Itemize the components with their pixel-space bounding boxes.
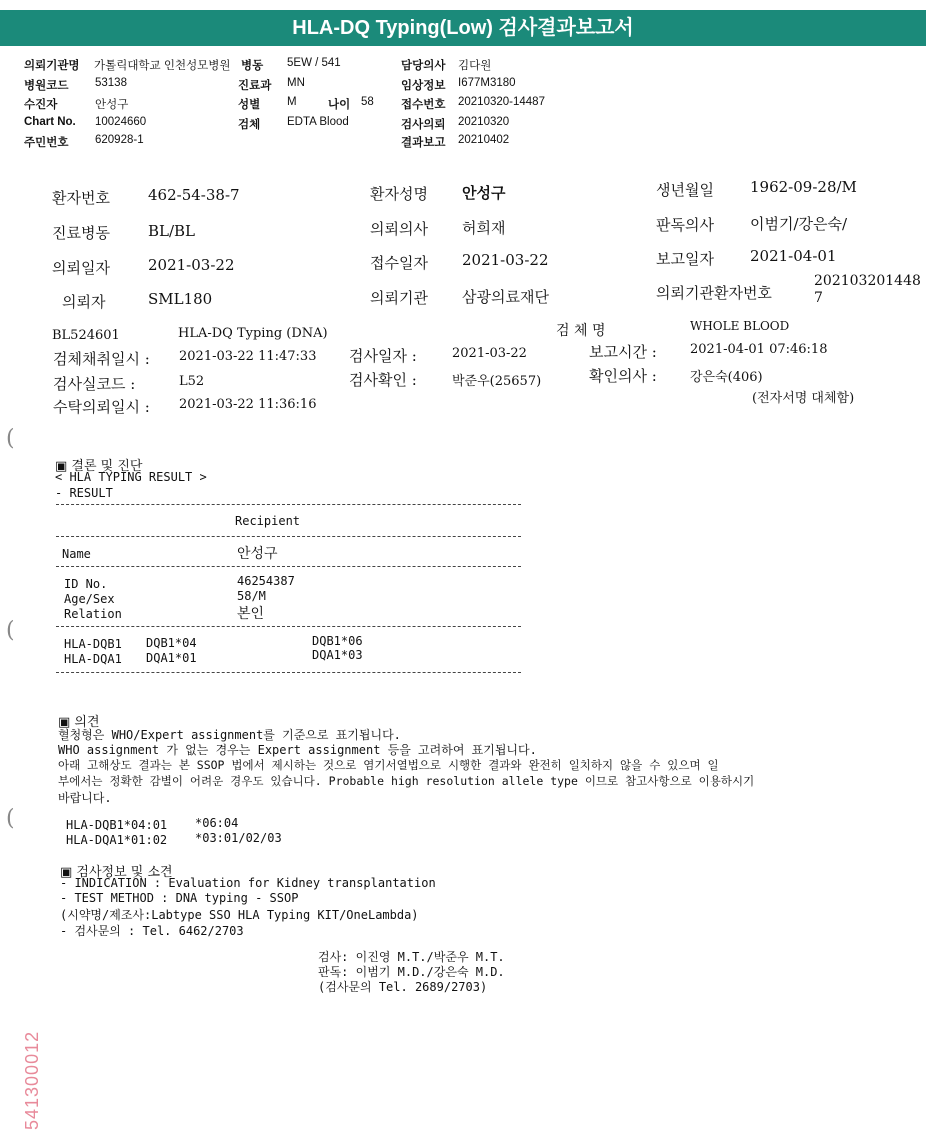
reading-doc-value: 이범기/강은숙/ — [750, 215, 848, 233]
hr-allele: *03:01/02/03 — [195, 831, 282, 845]
req-org-pt-no-line2: 7 — [814, 290, 823, 306]
test-date-label: 검사일자 : — [349, 347, 417, 365]
dept-label: 진료과 — [238, 80, 272, 92]
report-title: HLA-DQ Typing(Low) 검사결과보고서 — [0, 10, 926, 46]
reading-doc-label: 판독의사 — [656, 216, 714, 234]
ward-value: 5EW / 541 — [287, 57, 341, 69]
agesex-value: 58/M — [237, 589, 266, 603]
relation-label: Relation — [64, 607, 122, 621]
pt-name-value: 안성구 — [462, 184, 506, 202]
req-doc-label: 의뢰의사 — [370, 220, 428, 238]
divider — [56, 626, 521, 627]
req-org-pt-no-label: 의뢰기관환자번호 — [656, 284, 772, 302]
test-method: - TEST METHOD : DNA typing - SSOP — [60, 891, 299, 905]
req-inst-label: 의뢰기관명 — [24, 60, 80, 72]
specimen-name-label: 검 체 명 — [556, 323, 606, 339]
receiver-label: 수진자 — [24, 99, 58, 111]
opinion-line: 아래 고해상도 결과는 본 SSOP 법에서 제시하는 것으로 염기서열법으로 시행한 결과와 완전히 일치하지 않을 수 있으며 일 — [58, 758, 719, 772]
recv-date-label: 접수일자 — [370, 254, 428, 272]
opinion-line: 부에서는 정확한 감별이 어려운 경우도 있습니다. Probable high resolution allele type 이므로 참고사항으로 이용하시기 — [58, 774, 755, 788]
result-rep-label: 결과보고 — [401, 137, 446, 149]
consign-label: 수탁의뢰일시 : — [53, 398, 150, 416]
side-document-number: 541300012 — [22, 1030, 42, 1130]
requester-value: SML180 — [148, 290, 213, 308]
divider — [56, 672, 521, 673]
hr-locus: HLA-DQA1*01:02 — [66, 833, 168, 847]
sex-value: M — [287, 96, 297, 108]
req-doc-value: 허희재 — [462, 219, 506, 237]
clin-info-value: I677M3180 — [458, 77, 516, 89]
rrn-value: 620928-1 — [95, 134, 144, 146]
doctor-value: 김다원 — [458, 60, 492, 72]
esign-note: (전자서명 대체함) — [752, 391, 855, 406]
req-inst-value: 가톨릭대학교 인천성모병원 — [94, 60, 231, 72]
signature-contact: (검사문의 Tel. 2689/2703) — [318, 980, 488, 994]
hr-allele: *06:04 — [195, 816, 239, 830]
requester-label: 의뢰자 — [62, 293, 106, 311]
consign-value: 2021-03-22 11:36:16 — [179, 397, 317, 412]
req-org-pt-no-line1: 202103201448 — [814, 273, 921, 289]
age-label: 나이 — [328, 99, 351, 111]
report-date-label: 보고일자 — [656, 250, 714, 268]
recv-date-value: 2021-03-22 — [462, 251, 549, 269]
test-date-value: 2021-03-22 — [452, 346, 527, 361]
contact: - 검사문의 : Tel. 6462/2703 — [60, 924, 244, 938]
hr-locus: HLA-DQB1*04:01 — [66, 818, 168, 832]
result-subtitle: < HLA TYPING RESULT > — [55, 470, 207, 484]
confirm-value: 박준우(25657) — [452, 374, 542, 389]
chart-value: 10024660 — [95, 116, 147, 128]
ward-label-2: 진료병동 — [52, 224, 110, 242]
opinion-title: ▣ 의견 — [58, 715, 100, 730]
reader-signature: 판독: 이범기 M.D./강은숙 M.D. — [318, 965, 505, 979]
ward-label: 병동 — [241, 60, 264, 72]
binder-mark: ( — [6, 426, 15, 451]
report-time-value: 2021-04-01 07:46:18 — [690, 342, 828, 357]
lab-code-label: 검사실코드 : — [53, 375, 136, 393]
test-req-value: 20210320 — [458, 116, 510, 128]
relation-value: 본인 — [237, 606, 265, 622]
opinion-line: 혈청형은 WHO/Expert assignment를 기준으로 표기됩니다. — [58, 728, 401, 742]
test-name: HLA-DQ Typing (DNA) — [178, 326, 328, 341]
result-section-title: ▣ 결론 및 진단 — [55, 459, 143, 474]
name-value: 안성구 — [237, 546, 278, 562]
hosp-code-label: 병원코드 — [24, 80, 69, 92]
name-label: Name — [62, 547, 91, 561]
confirm-doc-label: 확인의사 : — [589, 367, 657, 385]
result-rep-value: 20210402 — [458, 134, 510, 146]
agesex-label: Age/Sex — [64, 592, 115, 606]
specimen-value: EDTA Blood — [287, 116, 349, 128]
binder-mark: ( — [6, 806, 15, 831]
indication: - INDICATION : Evaluation for Kidney transplantation — [60, 876, 436, 890]
allele-1: DQA1*01 — [146, 651, 197, 665]
allele-2: DQB1*06 — [312, 634, 363, 648]
result-subtitle-2: - RESULT — [55, 486, 113, 500]
id-value: 46254387 — [237, 574, 295, 588]
req-org-label: 의뢰기관 — [370, 289, 428, 307]
collect-value: 2021-03-22 11:47:33 — [179, 349, 317, 364]
opinion-line: 바랍니다. — [58, 791, 112, 805]
allele-1: DQB1*04 — [146, 636, 197, 650]
divider — [56, 536, 521, 537]
chart-label: Chart No. — [24, 116, 76, 128]
confirm-label: 검사확인 : — [349, 371, 417, 389]
reagent: (시약명/제조사:Labtype SSO HLA Typing KIT/OneLambda) — [60, 908, 419, 922]
dob-value: 1962-09-28/M — [750, 178, 857, 196]
clin-info-label: 임상정보 — [401, 80, 446, 92]
report-date-value: 2021-04-01 — [750, 247, 837, 265]
collect-label: 검체채취일시 : — [53, 350, 150, 368]
divider — [56, 566, 521, 567]
rrn-label: 주민번호 — [24, 137, 69, 149]
receipt-no-value: 20210320-14487 — [458, 96, 545, 108]
pt-no-value: 462-54-38-7 — [148, 186, 240, 204]
locus: HLA-DQB1 — [64, 637, 122, 651]
report-time-label: 보고시간 : — [589, 343, 657, 361]
test-code: BL524601 — [52, 328, 120, 343]
ward-value-2: BL/BL — [148, 222, 196, 240]
lab-code-value: L52 — [179, 374, 205, 389]
divider — [56, 504, 521, 505]
specimen-name-value: WHOLE BLOOD — [690, 319, 790, 333]
doctor-label: 담당의사 — [401, 60, 446, 72]
hosp-code-value: 53138 — [95, 77, 127, 89]
confirm-doc-value: 강은숙(406) — [690, 370, 763, 385]
req-date-value: 2021-03-22 — [148, 256, 235, 274]
receiver-value: 안성구 — [95, 99, 129, 111]
locus: HLA-DQA1 — [64, 652, 122, 666]
req-date-label: 의뢰일자 — [52, 259, 110, 277]
recipient-header: Recipient — [235, 514, 301, 528]
id-label: ID No. — [64, 577, 108, 591]
pt-no-label: 환자번호 — [52, 189, 110, 207]
pt-name-label: 환자성명 — [370, 185, 428, 203]
tester-signature: 검사: 이진영 M.T./박준우 M.T. — [318, 950, 505, 964]
receipt-no-label: 접수번호 — [401, 99, 446, 111]
req-org-value: 삼광의료재단 — [462, 288, 549, 306]
binder-mark: ( — [6, 618, 15, 643]
opinion-line: WHO assignment 가 없는 경우는 Expert assignment 등을 고려하여 표기됩니다. — [58, 743, 537, 757]
info-title: ▣ 검사정보 및 소견 — [60, 865, 173, 880]
age-value: 58 — [361, 96, 374, 108]
scanned-report — [0, 163, 926, 1147]
dob-label: 생년월일 — [656, 181, 714, 199]
specimen-label: 검체 — [238, 119, 261, 131]
test-req-label: 검사의뢰 — [401, 119, 446, 131]
allele-2: DQA1*03 — [312, 648, 363, 662]
sex-label: 성별 — [238, 99, 261, 111]
dept-value: MN — [287, 77, 305, 89]
